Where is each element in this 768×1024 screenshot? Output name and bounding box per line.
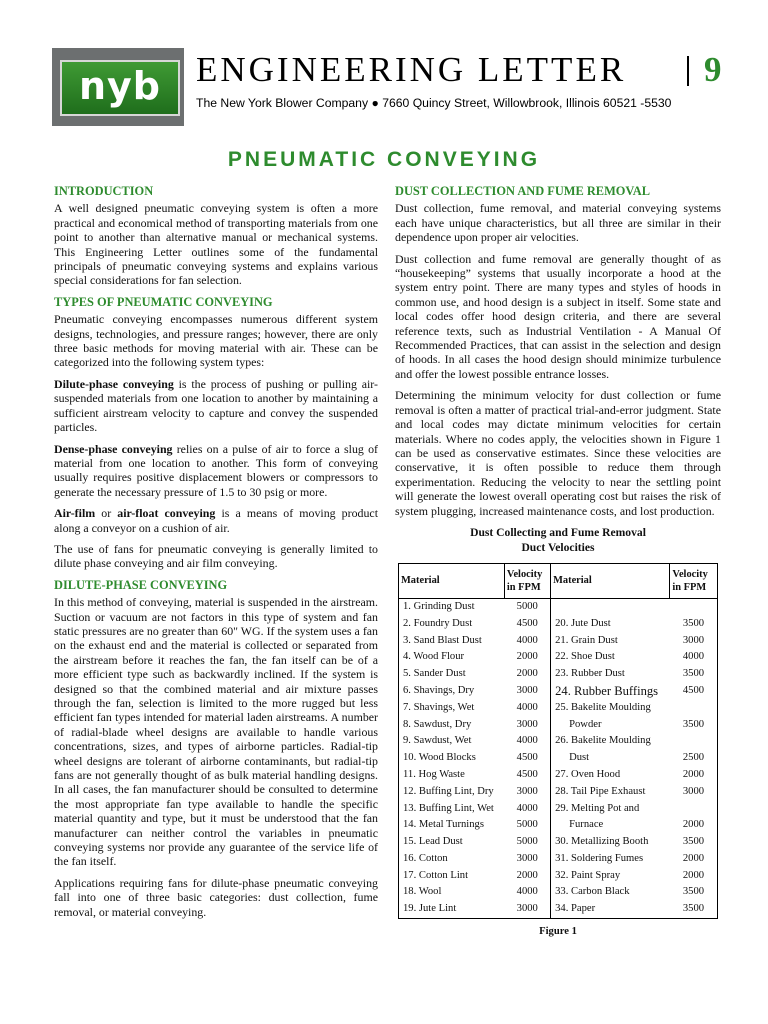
right-column: [395, 184, 721, 939]
dust-paragraph-2: Dust collection and fume removal are generally thought of as “housekeeping” systems that usually incorporate a hood at the system entry point. There are many types and styles of hoods in common use, and hood design is a subject in itself. Some state and local codes offer hood design criteria, and there are several reference texts, such as Industrial Ventilation - A Manual Of Recommended Practices, that can assist in the selection and design of hoods. In all cases the hood design should minimize turbulence and offer the lowest possible entrance losses.: [395, 251, 721, 381]
table-row: [399, 683, 718, 700]
dust-heading: DUST COLLECTION AND FUME REMOVAL: [395, 184, 650, 198]
cell-velocity-right: [670, 700, 718, 717]
nyb-logo: [52, 48, 184, 126]
cell-material-left: 4. Wood Flour: [399, 649, 505, 666]
dilute-definition: [54, 377, 378, 435]
cell-material-right: 29. Melting Pot and: [555, 802, 640, 814]
cell-material-left: 13. Buffing Lint, Wet: [399, 801, 505, 818]
header-velocity-1-line-2: in FPM: [506, 581, 541, 593]
dust-paragraph-3: Determining the minimum velocity for dust collection or fume removal is often a matter of practical trial-and-error judgment. State and local codes may dictate minimum velocities for certain materials. Where no codes apply, the velocities shown in Figure 1 can be used as conservative estimates. Since these velocities are conservative, it is often possible to reduce them through experimentation. Reducing the velocity to near the settling point will generate the lowest overall operating cost but raises the risk of system plugging, increased maintenance costs, and lost production.: [395, 388, 721, 518]
cell-material-right: 33. Carbon Black: [555, 886, 630, 898]
intro-paragraph: A well designed pneumatic conveying system is often a more practical and economical method of transporting materials from one point to another than alternative manual or mechanical systems. This Engineering Letter outlines some of the fundamental principals of pneumatic conveying systems and explains various special considerations for fan selection.: [54, 201, 378, 288]
cell-velocity-left: 4000: [504, 884, 550, 901]
cell-velocity-left: 4000: [504, 700, 550, 717]
cell-material-left: 9. Sawdust, Wet: [399, 733, 505, 750]
table-row: [399, 767, 718, 784]
cell-material-right: 22. Shoe Dust: [555, 651, 615, 663]
duct-velocity-table: [398, 563, 718, 919]
table-row: [399, 700, 718, 717]
cell-velocity-right: 3500: [670, 717, 718, 734]
cell-material-left: 14. Metal Turnings: [399, 817, 505, 834]
cell-velocity-right: 4500: [670, 683, 718, 700]
cell-velocity-left: 4000: [504, 733, 550, 750]
header-material-1: Material: [399, 563, 505, 598]
cell-velocity-left: 2000: [504, 666, 550, 683]
cell-velocity-right: 3500: [670, 834, 718, 851]
cell-velocity-left: 3000: [504, 901, 550, 918]
logo-text: nyb: [78, 64, 162, 108]
cell-velocity-left: 3000: [504, 851, 550, 868]
table-row: [399, 666, 718, 683]
header-velocity-2: [670, 563, 718, 598]
page-title: PNEUMATIC CONVEYING: [227, 148, 541, 171]
cell-material-left: 11. Hog Waste: [399, 767, 505, 784]
table-row: [399, 717, 718, 734]
table-body: [399, 598, 718, 918]
cell-material-right: 20. Jute Dust: [555, 617, 611, 629]
cell-material-left: 19. Jute Lint: [399, 901, 505, 918]
cell-velocity-right: 2500: [670, 750, 718, 767]
header-velocity-1: [504, 563, 550, 598]
table-header-row: [399, 563, 718, 598]
airfilm-definition: [54, 506, 378, 535]
cell-velocity-right: 3500: [670, 901, 718, 918]
table-row: [399, 598, 718, 615]
cell-material-left: 7. Shavings, Wet: [399, 700, 505, 717]
cell-material-right: 27. Oven Hood: [555, 768, 621, 780]
cell-material-right: 25. Bakelite Moulding: [555, 701, 651, 713]
cell-velocity-left: 5000: [504, 834, 550, 851]
cell-material-left: 1. Grinding Dust: [399, 598, 505, 615]
cell-velocity-right: 3000: [670, 633, 718, 650]
cell-material-left: 12. Buffing Lint, Dry: [399, 784, 505, 801]
dust-paragraph-1: Dust collection, fume removal, and material conveying systems each have unique characteristics, but all three are similar in their dependence upon proper air velocities.: [395, 201, 721, 245]
table-row: [399, 884, 718, 901]
table-row: [399, 784, 718, 801]
cell-velocity-left: 2000: [504, 868, 550, 885]
cell-velocity-right: 2000: [670, 868, 718, 885]
cell-velocity-right: [670, 733, 718, 750]
cell-material-left: 15. Lead Dust: [399, 834, 505, 851]
table-row: [399, 733, 718, 750]
header-material-2: Material: [551, 563, 670, 598]
cell-material-right: 32. Paint Spray: [555, 869, 621, 881]
cell-material-right: 26. Bakelite Moulding: [555, 735, 651, 747]
figure-caption: Figure 1: [539, 926, 577, 938]
airfloat-term: air-float conveying: [117, 506, 216, 521]
cell-material-left: 6. Shavings, Dry: [399, 683, 505, 700]
logo-badge: [60, 60, 180, 116]
cell-material-right: Powder: [569, 718, 602, 730]
table-row: [399, 851, 718, 868]
cell-velocity-left: 3000: [504, 784, 550, 801]
applications-paragraph: Applications requiring fans for dilute-phase pneumatic conveying fall into one of three basic categories: dust collection, fume removal, or material conveying.: [54, 875, 378, 919]
cell-velocity-left: 5000: [504, 598, 550, 615]
cell-material-right: 24. Rubber Buffings: [555, 683, 659, 698]
cell-velocity-right: 2000: [670, 767, 718, 784]
table-row: [399, 649, 718, 666]
dense-definition: [54, 442, 378, 500]
cell-material-right: 30. Metallizing Booth: [555, 836, 649, 848]
dilute-term: Dilute-phase conveying: [54, 376, 174, 391]
airfilm-or: or: [95, 506, 118, 521]
cell-material-right: 23. Rubber Dust: [555, 668, 625, 680]
cell-material-left: 16. Cotton: [399, 851, 505, 868]
table-row: [399, 817, 718, 834]
cell-velocity-right: 2000: [670, 817, 718, 834]
cell-velocity-right: 2000: [670, 851, 718, 868]
cell-material-right: 21. Grain Dust: [555, 634, 618, 646]
cell-material-left: 17. Cotton Lint: [399, 868, 505, 885]
cell-velocity-right: 3500: [670, 884, 718, 901]
table-row: [399, 801, 718, 818]
cell-material-left: 3. Sand Blast Dust: [399, 633, 505, 650]
dense-definition-text: relies on a pulse of air to force a slug of material from one location to another. This form of conveying usually requires positive displacement blowers or compressors to generate the necessary pressure of 1.5 to 30 psig or more.: [54, 441, 378, 499]
cell-velocity-left: 2000: [504, 649, 550, 666]
cell-velocity-left: 3000: [504, 683, 550, 700]
left-column: [54, 184, 378, 926]
cell-material-left: 5. Sander Dust: [399, 666, 505, 683]
cell-material-right: [551, 598, 670, 615]
dense-term: Dense-phase conveying: [54, 441, 173, 456]
airfilm-term: Air-film: [54, 506, 96, 521]
dilute-phase-paragraph: In this method of conveying, material is suspended in the airstream. Suction or vacuum are not factors in this type of system and fan static pressures are no greater than 60" WG. If the system uses a fan on the exhaust end and the material is collected or separated from the airstream before it reaches the fan, the fan itself can be of a more efficient type such as backwardly inclined. If the system is designed so that the combined material and air mixture passes through the fan, selection is limited to the more rugged but less efficient fan types intended for material laden airstreams. A number of radial-blade wheel designs are available to handle various concentrations, sizes, and types of airborne particles. Radial-tip wheel designs are tolerant of airborne contaminants, but radial-tip fans are not generally thought of as bulk material handling designs. In all cases, the fan manufacturer should be consulted to determine the most appropriate fan type available to handle the specific material quantity and type, but it must be understood that the fan manufacturer can neither control the variables in pneumatic conveying systems nor provide any guarantee of the service life of the fan itself.: [54, 595, 378, 869]
table-row: [399, 633, 718, 650]
fans-paragraph: The use of fans for pneumatic conveying is generally limited to dilute phase conveying and air film conveying.: [54, 541, 378, 571]
cell-velocity-left: 4500: [504, 750, 550, 767]
cell-velocity-left: 4500: [504, 767, 550, 784]
cell-material-left: 18. Wool: [399, 884, 505, 901]
cell-velocity-right: 3000: [670, 784, 718, 801]
table-row: [399, 901, 718, 918]
cell-material-left: 10. Wood Blocks: [399, 750, 505, 767]
letter-title: ENGINEERING LETTER: [196, 50, 627, 89]
types-paragraph: Pneumatic conveying encompasses numerous different system designs, technologies, and pressure ranges; however, there are only three basic methods for moving material with air. These can be categorized into the following system types:: [54, 312, 378, 370]
header-velocity-1-line-1: Velocity: [506, 568, 543, 580]
airfilm-definition-text: is a means of moving product along a conveyor on a cushion of air.: [54, 506, 378, 535]
table-title-line-2: Duct Velocities: [521, 540, 595, 554]
cell-velocity-right: 4000: [670, 649, 718, 666]
cell-velocity-left: 4500: [504, 616, 550, 633]
table-row: [399, 750, 718, 767]
table-title-line-1: Dust Collecting and Fume Removal: [470, 525, 646, 539]
cell-material-left: 2. Foundry Dust: [399, 616, 505, 633]
cell-velocity-left: 4000: [504, 801, 550, 818]
cell-material-right: 28. Tail Pipe Exhaust: [555, 785, 646, 797]
header-velocity-2-line-1: Velocity: [672, 568, 708, 580]
header-velocity-2-line-2: in FPM: [672, 581, 707, 593]
cell-velocity-left: 3000: [504, 717, 550, 734]
table-row: [399, 868, 718, 885]
cell-velocity-left: 5000: [504, 817, 550, 834]
cell-material-right: Furnace: [569, 819, 604, 831]
cell-velocity-left: 4000: [504, 633, 550, 650]
types-heading: TYPES OF PNEUMATIC CONVEYING: [54, 294, 273, 309]
table-row: [399, 616, 718, 633]
letter-number: 9: [704, 50, 722, 89]
dilute-phase-heading: DILUTE-PHASE CONVEYING: [54, 577, 228, 592]
cell-material-right: 31. Soldering Fumes: [555, 852, 644, 864]
table-row: [399, 834, 718, 851]
table-title: [395, 525, 721, 555]
cell-material-right: Dust: [569, 752, 590, 764]
cell-material-left: 8. Sawdust, Dry: [399, 717, 505, 734]
cell-material-right: 34. Paper: [551, 901, 670, 918]
company-address: The New York Blower Company ● 7660 Quincy Street, Willowbrook, Illinois 60521 -5530: [196, 96, 672, 110]
cell-velocity-right: [670, 801, 718, 818]
cell-velocity-right: [670, 598, 718, 615]
title-divider: [687, 56, 689, 86]
cell-velocity-right: 3500: [670, 666, 718, 683]
dilute-definition-text: is the process of pushing or pulling air-suspended materials from one location to another by maintaining a sufficient airstream velocity to capture and convey the suspended particles.: [54, 376, 378, 435]
cell-velocity-right: 3500: [670, 616, 718, 633]
intro-heading: INTRODUCTION: [54, 184, 154, 198]
